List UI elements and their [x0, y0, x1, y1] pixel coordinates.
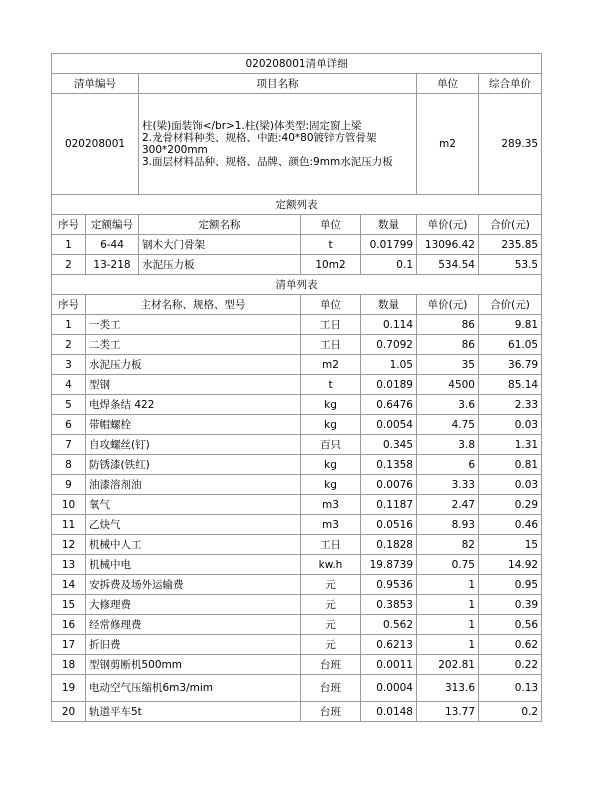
material-name: 电动空气压缩机6m3/mim [86, 675, 301, 702]
material-total: 0.29 [479, 495, 542, 515]
material-row [52, 635, 542, 655]
material-idx: 15 [52, 595, 86, 615]
item-price: 289.35 [479, 94, 542, 195]
material-row [52, 495, 542, 515]
material-qty: 0.562 [361, 615, 417, 635]
material-name: 型钢 [86, 375, 301, 395]
material-price: 4500 [417, 375, 479, 395]
quota-code: 6-44 [86, 235, 139, 255]
material-unit: m3 [301, 495, 361, 515]
material-row [52, 615, 542, 635]
material-name: 自攻螺丝(钉) [86, 435, 301, 455]
material-header-idx: 序号 [52, 295, 86, 315]
material-price: 35 [417, 355, 479, 375]
material-price: 86 [417, 335, 479, 355]
material-qty: 0.0516 [361, 515, 417, 535]
material-price: 6 [417, 455, 479, 475]
material-price: 313.6 [417, 675, 479, 702]
material-unit: m3 [301, 515, 361, 535]
quota-name: 钢木大门骨架 [139, 235, 301, 255]
quota-qty: 0.1 [361, 255, 417, 275]
material-row [52, 595, 542, 615]
material-unit: m2 [301, 355, 361, 375]
quota-section-row [52, 195, 542, 215]
quota-header-unit: 单位 [301, 215, 361, 235]
material-price: 3.6 [417, 395, 479, 415]
material-idx: 16 [52, 615, 86, 635]
material-total: 0.13 [479, 675, 542, 702]
quota-code: 13-218 [86, 255, 139, 275]
quota-total: 53.5 [479, 255, 542, 275]
material-total: 0.2 [479, 702, 542, 722]
material-price: 1 [417, 615, 479, 635]
material-section-title: 清单列表 [52, 275, 542, 295]
material-unit: 元 [301, 595, 361, 615]
material-name: 机械中电 [86, 555, 301, 575]
quota-price: 534.54 [417, 255, 479, 275]
header-price: 综合单价 [479, 74, 542, 94]
material-qty: 0.0076 [361, 475, 417, 495]
material-name: 电焊条结 422 [86, 395, 301, 415]
material-idx: 11 [52, 515, 86, 535]
material-qty: 0.0189 [361, 375, 417, 395]
quota-total: 235.85 [479, 235, 542, 255]
bill-detail-table [51, 53, 542, 722]
material-price: 3.8 [417, 435, 479, 455]
material-name: 乙炔气 [86, 515, 301, 535]
quota-row [52, 255, 542, 275]
item-unit: m2 [417, 94, 479, 195]
material-total: 14.92 [479, 555, 542, 575]
material-unit: 元 [301, 575, 361, 595]
material-name: 折旧费 [86, 635, 301, 655]
material-unit: kg [301, 475, 361, 495]
material-name: 氧气 [86, 495, 301, 515]
quota-unit: t [301, 235, 361, 255]
material-price: 1 [417, 635, 479, 655]
material-idx: 14 [52, 575, 86, 595]
material-idx: 9 [52, 475, 86, 495]
material-total: 36.79 [479, 355, 542, 375]
material-total: 1.31 [479, 435, 542, 455]
material-unit: kw.h [301, 555, 361, 575]
quota-name: 水泥压力板 [139, 255, 301, 275]
quota-section-title: 定额列表 [52, 195, 542, 215]
material-idx: 17 [52, 635, 86, 655]
quota-row [52, 235, 542, 255]
material-total: 0.39 [479, 595, 542, 615]
material-idx: 1 [52, 315, 86, 335]
material-qty: 0.0011 [361, 655, 417, 675]
material-header-price: 单价(元) [417, 295, 479, 315]
item-header-row [52, 74, 542, 94]
title-row [52, 54, 542, 74]
material-idx: 10 [52, 495, 86, 515]
material-row [52, 455, 542, 475]
material-unit: 元 [301, 635, 361, 655]
material-unit: kg [301, 395, 361, 415]
material-price: 13.77 [417, 702, 479, 722]
material-qty: 0.3853 [361, 595, 417, 615]
header-code: 清单编号 [52, 74, 139, 94]
material-qty: 0.0054 [361, 415, 417, 435]
quota-idx: 2 [52, 255, 86, 275]
material-qty: 0.1828 [361, 535, 417, 555]
material-name: 机械中人工 [86, 535, 301, 555]
material-qty: 0.1187 [361, 495, 417, 515]
material-total: 2.33 [479, 395, 542, 415]
material-row [52, 702, 542, 722]
material-unit: kg [301, 455, 361, 475]
material-row [52, 395, 542, 415]
material-total: 61.05 [479, 335, 542, 355]
material-idx: 7 [52, 435, 86, 455]
material-name: 水泥压力板 [86, 355, 301, 375]
material-total: 15 [479, 535, 542, 555]
material-idx: 8 [52, 455, 86, 475]
material-qty: 0.9536 [361, 575, 417, 595]
material-unit: 台班 [301, 702, 361, 722]
material-name: 二类工 [86, 335, 301, 355]
material-row [52, 655, 542, 675]
material-name: 轨道平车5t [86, 702, 301, 722]
material-price: 86 [417, 315, 479, 335]
material-total: 9.81 [479, 315, 542, 335]
material-row [52, 535, 542, 555]
header-unit: 单位 [417, 74, 479, 94]
quota-price: 13096.42 [417, 235, 479, 255]
quota-header-idx: 序号 [52, 215, 86, 235]
material-qty: 0.1358 [361, 455, 417, 475]
material-qty: 19.8739 [361, 555, 417, 575]
material-idx: 5 [52, 395, 86, 415]
material-qty: 0.114 [361, 315, 417, 335]
material-row [52, 555, 542, 575]
quota-qty: 0.01799 [361, 235, 417, 255]
material-name: 经常修理费 [86, 615, 301, 635]
material-row [52, 675, 542, 702]
material-price: 82 [417, 535, 479, 555]
material-qty: 0.345 [361, 435, 417, 455]
material-row [52, 435, 542, 455]
material-name: 一类工 [86, 315, 301, 335]
material-price: 0.75 [417, 555, 479, 575]
material-unit: kg [301, 415, 361, 435]
item-row [52, 94, 542, 195]
material-unit: 工日 [301, 335, 361, 355]
quota-header-name: 定额名称 [139, 215, 301, 235]
material-header-name: 主材名称、规格、型号 [86, 295, 301, 315]
quota-idx: 1 [52, 235, 86, 255]
material-idx: 4 [52, 375, 86, 395]
material-idx: 2 [52, 335, 86, 355]
material-unit: t [301, 375, 361, 395]
quota-unit: 10m2 [301, 255, 361, 275]
material-name: 油漆溶剂油 [86, 475, 301, 495]
quota-header-total: 合价(元) [479, 215, 542, 235]
material-total: 0.46 [479, 515, 542, 535]
material-price: 4.75 [417, 415, 479, 435]
material-price: 202.81 [417, 655, 479, 675]
material-header-total: 合价(元) [479, 295, 542, 315]
material-price: 2.47 [417, 495, 479, 515]
material-header-qty: 数量 [361, 295, 417, 315]
material-qty: 0.0004 [361, 675, 417, 702]
material-idx: 13 [52, 555, 86, 575]
material-name: 大修理费 [86, 595, 301, 615]
material-idx: 19 [52, 675, 86, 702]
material-name: 带帽螺栓 [86, 415, 301, 435]
material-price: 3.33 [417, 475, 479, 495]
material-unit: 工日 [301, 535, 361, 555]
material-total: 0.62 [479, 635, 542, 655]
material-total: 0.56 [479, 615, 542, 635]
material-section-row [52, 275, 542, 295]
material-total: 0.81 [479, 455, 542, 475]
material-idx: 18 [52, 655, 86, 675]
material-qty: 0.7092 [361, 335, 417, 355]
quota-header-row [52, 215, 542, 235]
material-row [52, 355, 542, 375]
material-row [52, 335, 542, 355]
material-price: 1 [417, 575, 479, 595]
item-description: 柱(梁)面装饰</br>1.柱(梁)体类型:固定窗上梁 2.龙骨材料种类、规格、中距:40*80镀锌方管骨架300*200mm 3.面层材料品种、规格、品牌、颜色:9mm水泥压力板 [139, 94, 417, 195]
material-name: 防锈漆(铁红) [86, 455, 301, 475]
material-unit: 台班 [301, 675, 361, 702]
quota-header-price: 单价(元) [417, 215, 479, 235]
material-qty: 0.6213 [361, 635, 417, 655]
material-name: 型钢剪断机500mm [86, 655, 301, 675]
material-unit: 百只 [301, 435, 361, 455]
material-qty: 1.05 [361, 355, 417, 375]
material-total: 0.03 [479, 475, 542, 495]
material-row [52, 575, 542, 595]
material-unit: 元 [301, 615, 361, 635]
page-title: 020208001清单详细 [52, 54, 542, 74]
material-qty: 0.6476 [361, 395, 417, 415]
header-name: 项目名称 [139, 74, 417, 94]
material-idx: 3 [52, 355, 86, 375]
material-header-row [52, 295, 542, 315]
material-row [52, 415, 542, 435]
material-qty: 0.0148 [361, 702, 417, 722]
material-total: 0.22 [479, 655, 542, 675]
material-name: 安拆费及场外运输费 [86, 575, 301, 595]
material-total: 85.14 [479, 375, 542, 395]
material-total: 0.03 [479, 415, 542, 435]
material-price: 8.93 [417, 515, 479, 535]
material-idx: 20 [52, 702, 86, 722]
quota-header-code: 定额编号 [86, 215, 139, 235]
quota-header-qty: 数量 [361, 215, 417, 235]
material-idx: 12 [52, 535, 86, 555]
item-code: 020208001 [52, 94, 139, 195]
material-unit: 台班 [301, 655, 361, 675]
material-header-unit: 单位 [301, 295, 361, 315]
material-row [52, 315, 542, 335]
material-price: 1 [417, 595, 479, 615]
material-row [52, 375, 542, 395]
material-row [52, 515, 542, 535]
material-row [52, 475, 542, 495]
material-total: 0.95 [479, 575, 542, 595]
material-idx: 6 [52, 415, 86, 435]
material-unit: 工日 [301, 315, 361, 335]
